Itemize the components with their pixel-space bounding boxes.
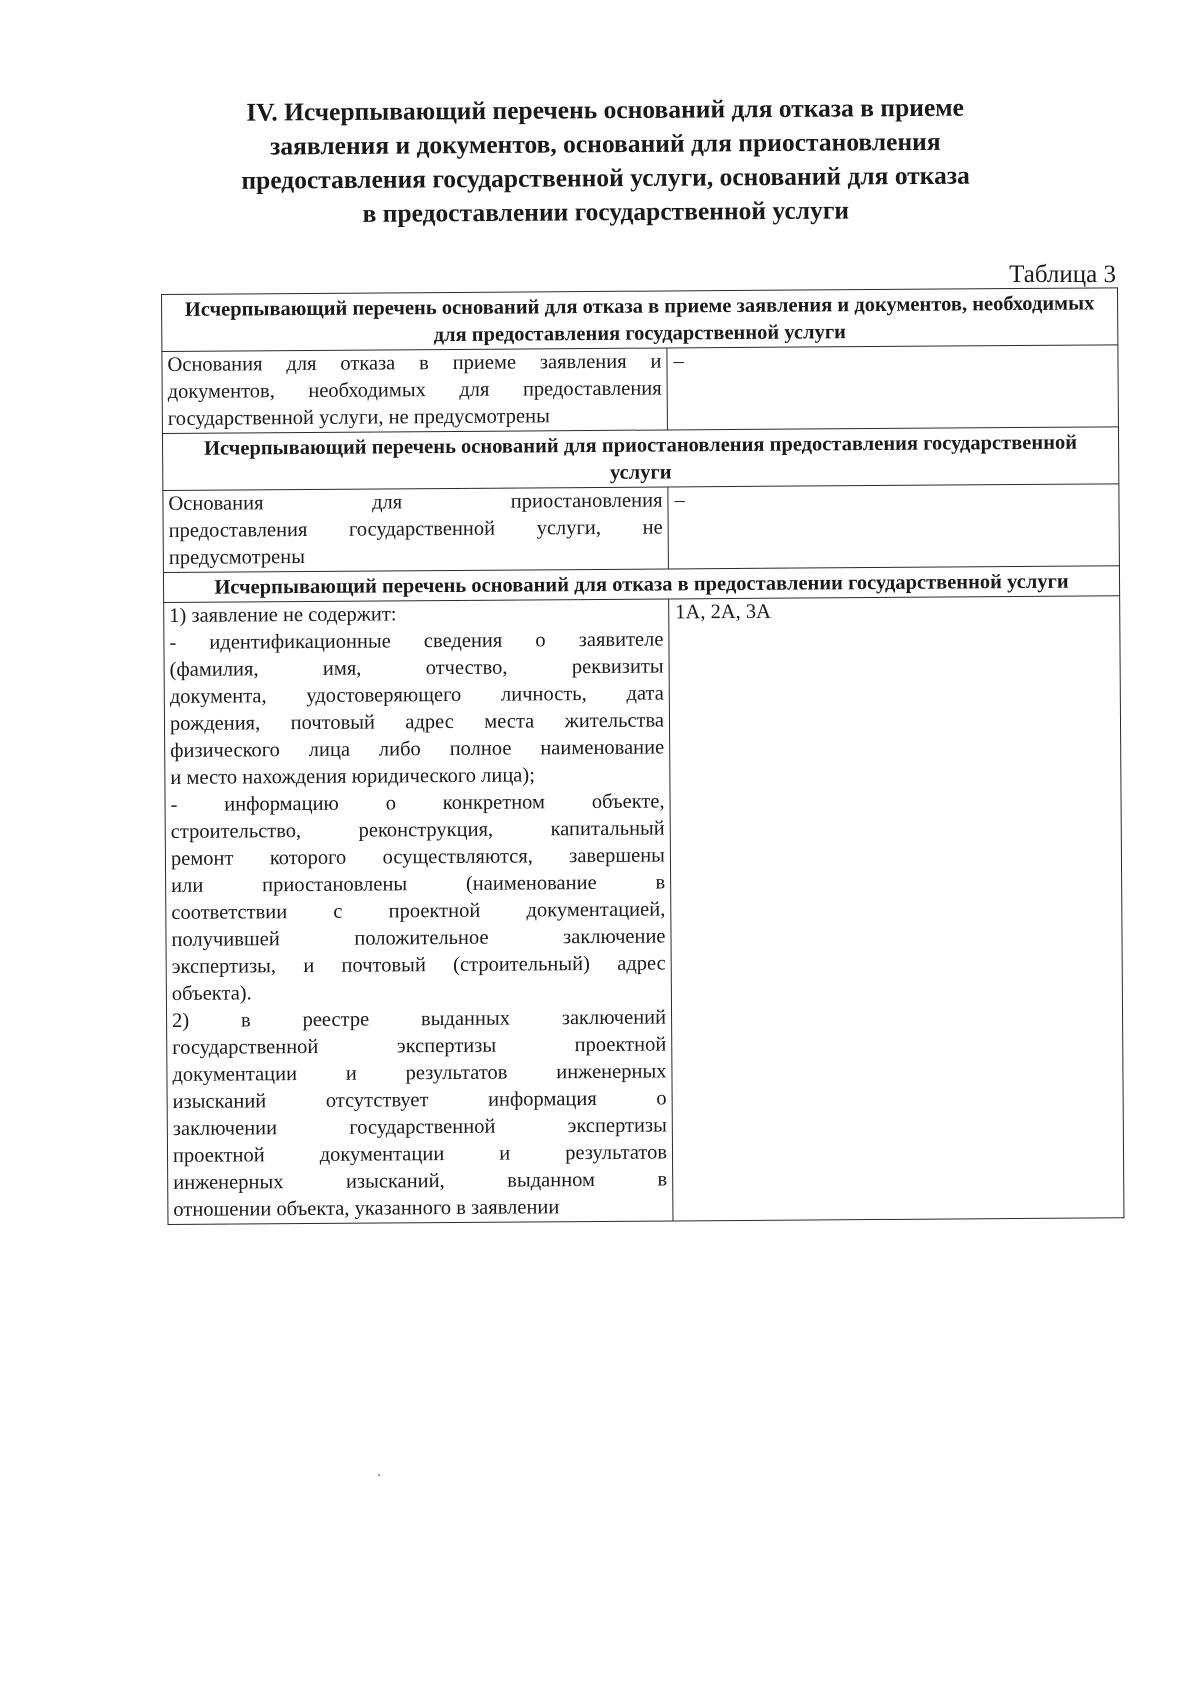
ground-line: получившей положительное заключение (171, 925, 666, 951)
ground-line: (фамилия, имя, отчество, реквизиты (169, 655, 664, 681)
ground-line: и место нахождения юридического лица); (170, 764, 535, 789)
ground-cell (164, 599, 673, 1225)
ground-line: изысканий отсутствует информация о (172, 1087, 667, 1113)
ground-line: - идентификационные сведения о заявителе (169, 628, 664, 654)
heading-line: заявления и документов, оснований для приостановления (269, 126, 941, 161)
ground-line: рождения, почтовый адрес места жительства (169, 709, 665, 735)
ground-cell (162, 348, 668, 434)
heading-line: предоставления государственной услуги, оснований для отказа (241, 160, 970, 195)
ground-line: или приостановлены (наименование в (171, 871, 666, 897)
heading-line: IV. Исчерпывающий перечень оснований для отказа в приеме (246, 92, 965, 127)
ground-line: строительство, реконструкция, капитальный (170, 817, 665, 843)
ground-line: физического лица либо полное наименование (170, 736, 665, 762)
ground-line: государственной экспертизы проектной (172, 1033, 667, 1059)
ground-line: отношении объекта, указанного в заявлении (173, 1196, 560, 1221)
ground-line: предоставления государственной услуги, не (168, 516, 663, 542)
ground-line: 1) заявление не содержит: (169, 603, 397, 627)
ground-line: документов, необходимых для предоставления (167, 377, 662, 403)
table-number: Таблица 3 (1009, 261, 1116, 288)
heading-line: в предоставлении государственной услуги (362, 195, 850, 228)
ground-line: инженерных изысканий, выданном в (173, 1168, 668, 1194)
ground-line: документа, удостоверяющего личность, дата (169, 682, 664, 708)
ground-cell (163, 487, 669, 573)
value-cell: – (668, 484, 1120, 569)
ground-line: ремонт которого осуществляются, завершены (170, 844, 666, 870)
ground-line: документации и результатов инженерных (172, 1060, 667, 1086)
ground-line: заключении государственной экспертизы (172, 1114, 667, 1140)
section-title: Исчерпывающий перечень оснований для приостановления предоставления государственной услуги (162, 427, 1118, 491)
table-row (163, 484, 1120, 573)
section-title: Исчерпывающий перечень оснований для отказа в приеме заявления и документов, необходимых для предоставления государственной услуги (162, 288, 1118, 352)
ground-line: - информацию о конкретном объекте, (170, 790, 665, 816)
section-heading (200, 90, 1011, 232)
section-title: Исчерпывающий перечень оснований для отказа в предоставлении государственной услуги (163, 566, 1119, 603)
ground-line: соответствии с проектной документацией, (171, 898, 666, 924)
ground-line: предусмотрены (168, 546, 306, 569)
grounds-table (161, 287, 1124, 1225)
ground-line: государственной услуги, не предусмотрены (167, 405, 550, 430)
scan-speck (378, 1474, 380, 1476)
value-cell: – (667, 345, 1119, 430)
ground-line: объекта). (171, 982, 252, 1005)
value-cell: 1А, 2А, 3А (669, 596, 1124, 1221)
ground-line: Основания для отказа в приеме заявления и (167, 350, 662, 376)
section-header-row (162, 427, 1118, 491)
ground-line: проектной документации и результатов (172, 1141, 668, 1167)
ground-line: Основания для приостановления (168, 489, 663, 515)
ground-line: экспертизы, и почтовый (строительный) адрес (171, 952, 666, 978)
table-row (164, 596, 1124, 1225)
table-row (162, 345, 1119, 434)
section-header-row (162, 288, 1118, 352)
ground-line: 2) в реестре выданных заключений (171, 1006, 667, 1032)
